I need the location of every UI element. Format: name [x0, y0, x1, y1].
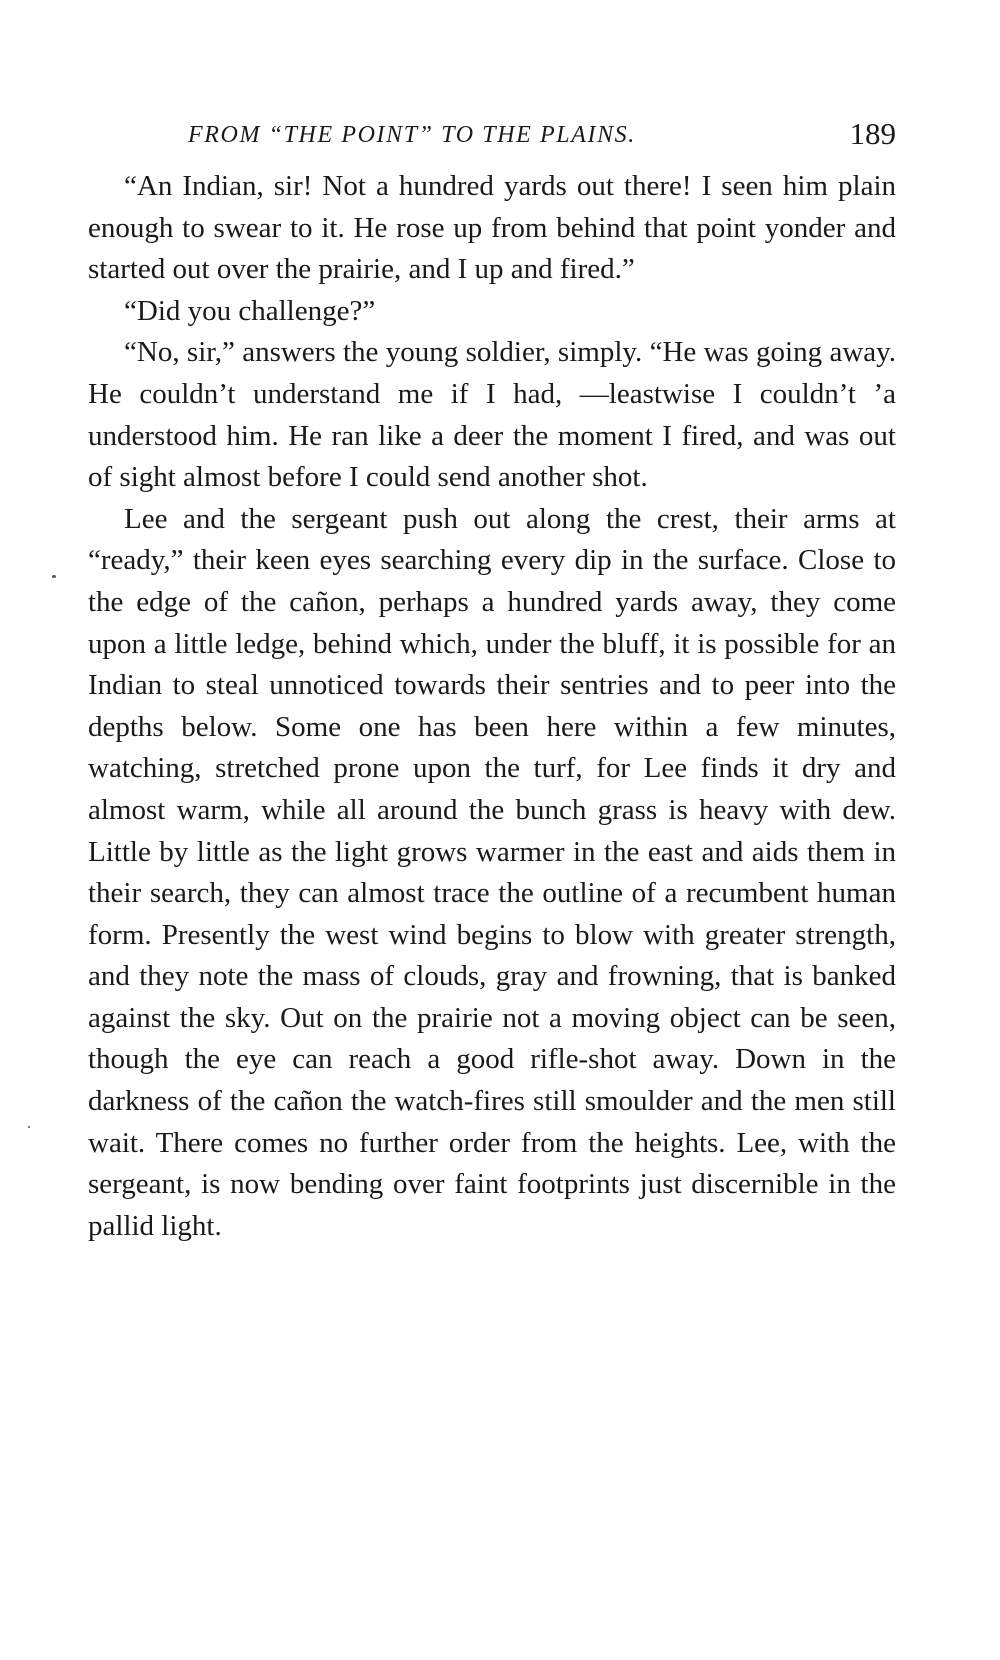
page-header	[88, 112, 896, 160]
paper-speck	[28, 1126, 30, 1128]
paper-speck	[52, 575, 56, 578]
running-head: FROM “THE POINT” TO THE PLAINS.	[188, 122, 636, 148]
page-number: 189	[849, 116, 896, 151]
paragraph: Lee and the sergeant push out along the crest, their arms at “ready,” their keen eyes searching every dip in the surface. Close to the edge of the cañon, perhaps a hundred yards away, they come upon a little ledge, behind which, under the bluff, it is possible for an Indian to steal unnoticed towards their sentries and to peer into the depths below. Some one has been here within a few minutes, watching, stretched prone upon the turf, for Lee finds it dry and almost warm, while all around the bunch grass is heavy with dew. Little by little as the light grows warmer in the east and aids them in their search, they can almost trace the outline of a recumbent human form. Presently the west wind begins to blow with greater strength, and they note the mass of clouds, gray and frowning, that is banked against the sky. Out on the prairie not a moving object can be seen, though the eye can reach a good rifle-shot away. Down in the darkness of the cañon the watch-fires still smoulder and the men still wait. There comes no further order from the heights. Lee, with the sergeant, is now bending over faint footprints just discernible in the pallid light.	[88, 502, 896, 1242]
paragraph: “No, sir,” answers the young soldier, simply. “He was going away. He couldn’t understand me if I had, —leastwise I couldn’t ’a understood him. He ran like a deer the moment I fired, and was out of sight almost before I could send another shot.	[88, 336, 896, 494]
paragraph: “Did you challenge?”	[124, 294, 376, 327]
book-page	[88, 112, 896, 1592]
body-text	[88, 166, 896, 1247]
paragraph: “An Indian, sir! Not a hundred yards out there! I seen him plain enough to swear to it. He rose up from behind that point yonder and started out over the prairie, and I up and fired.”	[88, 170, 896, 286]
